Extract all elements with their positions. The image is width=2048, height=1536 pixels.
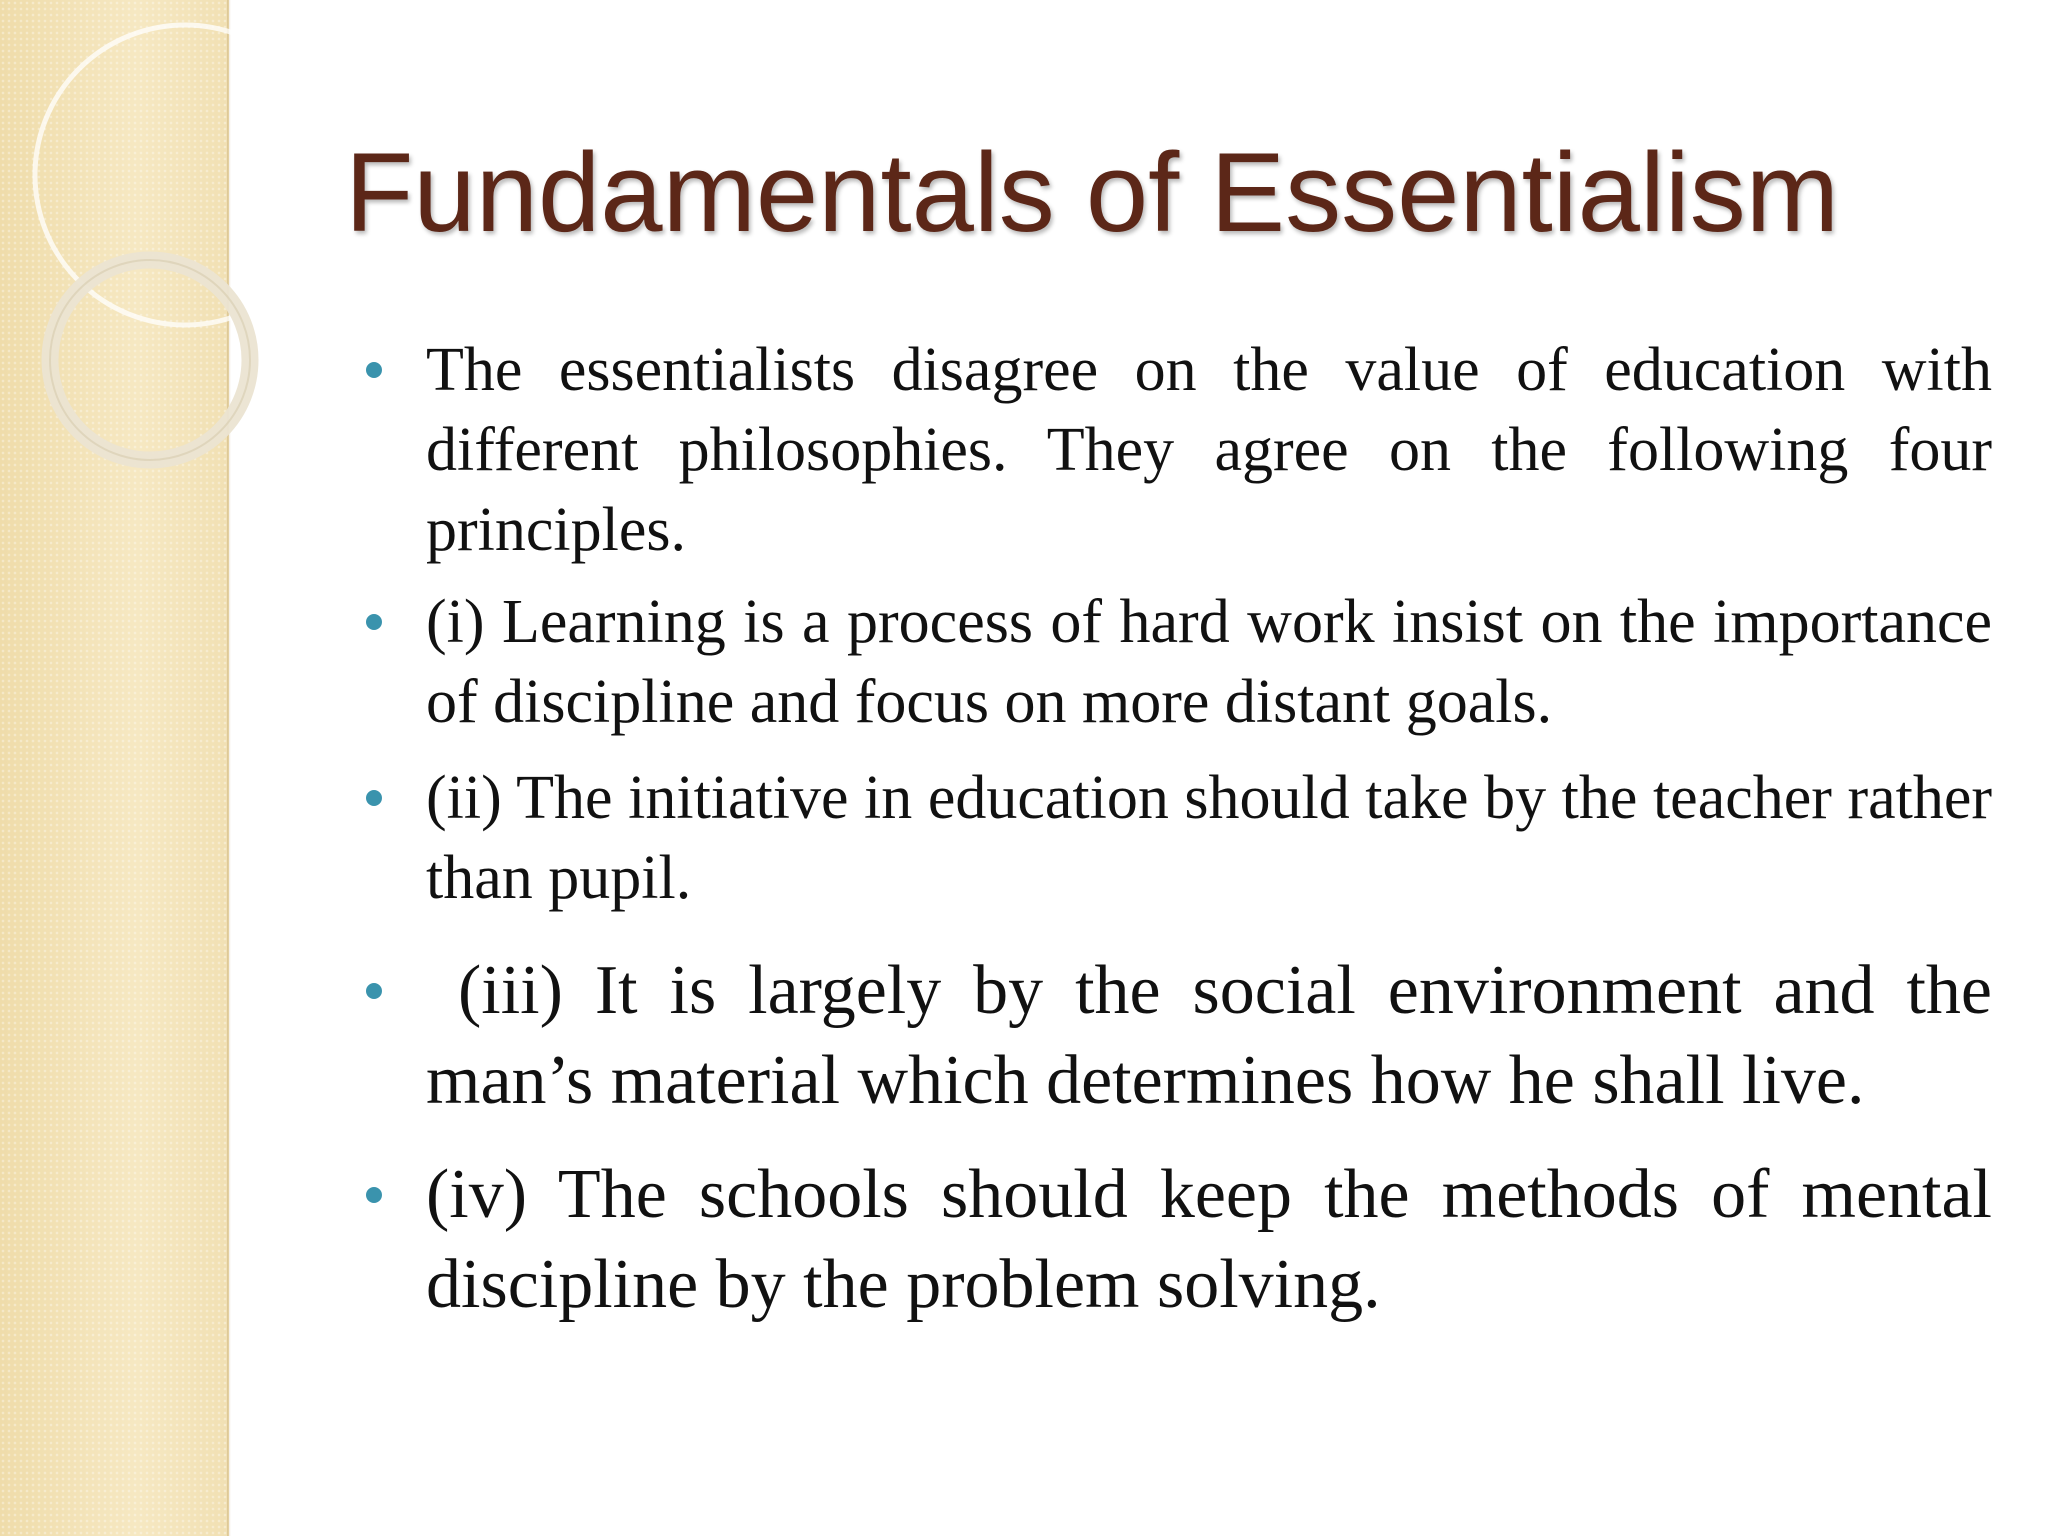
bullet-dot-icon [366, 790, 382, 806]
bullet-list [352, 330, 2010, 1344]
bullet-text: The essentialists disagree on the value of education with different philosophies. They agree on the following four principles. [426, 336, 1992, 564]
bullet-dot-icon [366, 614, 382, 630]
slide-title: Fundamentals of Essentialism [345, 130, 1840, 255]
bullet-item [352, 758, 1992, 918]
bullet-item [352, 946, 2010, 1126]
bullet-text: (ii) The initiative in education should take by the teacher rather than pupil. [426, 764, 1992, 912]
decorative-circles [0, 0, 260, 520]
bullet-item [352, 582, 1992, 742]
bullet-dot-icon [366, 983, 382, 999]
bullet-text: (iii) It is largely by the social environment and the man’s material which determines how he shall live. [426, 952, 2010, 1119]
bullet-item [352, 1150, 1992, 1330]
bullet-item [352, 330, 1992, 570]
bullet-text: (i) Learning is a process of hard work insist on the importance of discipline and focus on more distant goals. [426, 588, 1992, 736]
bullet-dot-icon [366, 1187, 382, 1203]
bullet-dot-icon [366, 362, 382, 378]
bullet-text: (iv) The schools should keep the methods of mental discipline by the problem solving. [426, 1156, 1992, 1323]
